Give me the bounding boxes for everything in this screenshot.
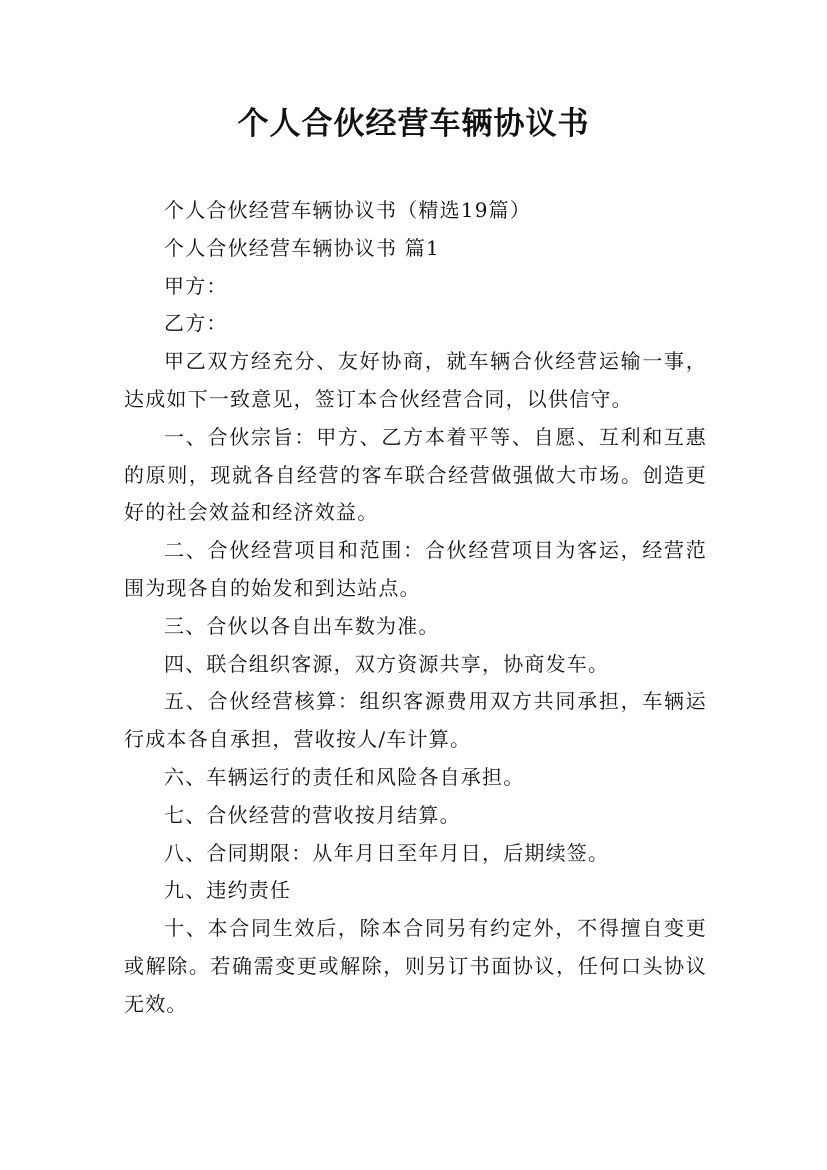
paragraph-clause-9: 九、违约责任 (164, 878, 292, 903)
paragraph-clause-7: 七、合伙经营的营收按月结算。 (164, 802, 461, 827)
paragraph-clause-6: 六、车辆运行的责任和风险各自承担。 (164, 764, 525, 789)
paragraph-party-b: 乙方： (164, 311, 228, 336)
paragraph-preamble: 甲乙双方经充分、友好协商，就车辆合伙经营运输一事，达成如下一致意见，签订本合伙经营合同，以供信守。 (124, 349, 707, 411)
paragraph-clause-5: 五、合伙经营核算：组织客源费用双方共同承担，车辆运行成本各自承担，营收按人/车计算。 (124, 689, 707, 752)
paragraph-clause-10: 十、本合同生效后，除本合同另有约定外，不得擅自变更或解除。若确需变更或解除，则另订书面协议，任何口头协议无效。 (124, 916, 707, 1016)
paragraph-clause-3: 三、合伙以各自出车数为准。 (164, 613, 440, 638)
paragraph-party-a: 甲方： (164, 273, 228, 298)
paragraph-clause-8: 八、合同期限：从年月日至年月日，后期续签。 (164, 840, 610, 865)
paragraph-clause-4: 四、联合组织客源，双方资源共享，协商发车。 (164, 651, 610, 676)
paragraph-clause-1: 一、合伙宗旨：甲方、乙方本着平等、自愿、互利和互惠的原则，现就各自经营的客车联合经营做强做大市场。创造更好的社会效益和经济效益。 (124, 424, 707, 525)
paragraph-section-heading: 个人合伙经营车辆协议书 篇1 (164, 235, 440, 260)
paragraph-subtitle: 个人合伙经营车辆协议书（精选19篇） (164, 198, 532, 222)
document-title: 个人合伙经营车辆协议书 (237, 106, 590, 142)
paragraph-clause-2: 二、合伙经营项目和范围：合伙经营项目为客运，经营范围为现各自的始发和到达站点。 (124, 538, 707, 600)
document-body (124, 192, 707, 1024)
